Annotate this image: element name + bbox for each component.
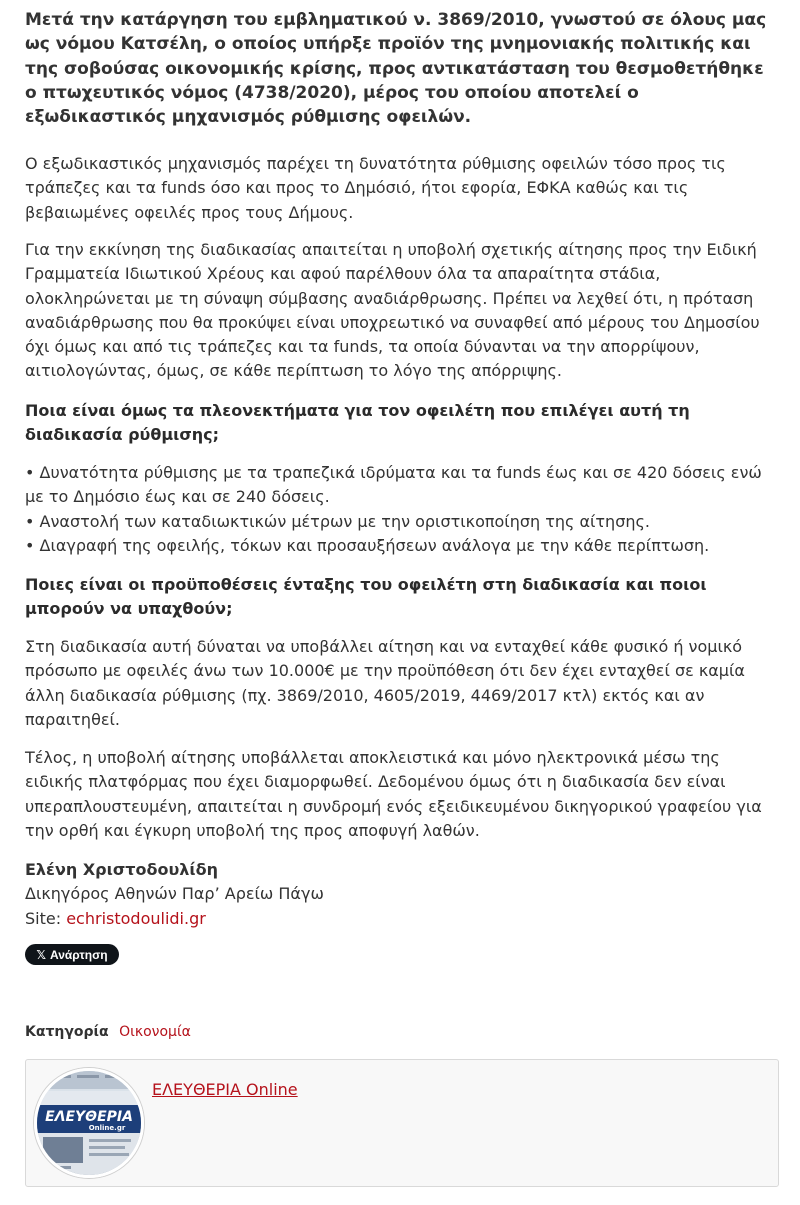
- article-paragraph-4: Τέλος, η υποβολή αίτησης υποβάλλεται αποκλειστικά και μόνο ηλεκτρονικά μέσω της ειδικής πλατφόρμας που έχει διαμορφωθεί. Δεδομένου όμως ότι η διαδικασία δεν είναι υπεραπλουστευμένη, απαιτείται η συνδρομή ενός εξειδικευμένου δικηγορικού γραφείου για την ορθή και έγκυρη υποβολή της προς αποφυγή λαθών.: [25, 748, 762, 840]
- category-label: Κατηγορία: [25, 1024, 109, 1040]
- article-lead: Μετά την κατάργηση του εμβληματικού ν. 3869/2010, γνωστού σε όλους μας ως νόμου Κατσέλη, ο οποίος υπήρξε προϊόν της μνημονιακής πολιτικής και της σοβούσας οικονομικής κρίσης, προς αντικατάσταση του θεσμοθετήθηκε ο πτωχευτικός νόμος (4738/2020), μέρος του οποίου αποτελεί ο εξωδικαστικός μηχανισμός ρύθμισης οφειλών.: [25, 10, 767, 128]
- author-card: [25, 1059, 779, 1187]
- list-item: • Αναστολή των καταδιωκτικών μέτρων με την οριστικοποίηση της αίτησης.: [25, 511, 650, 531]
- x-share-button[interactable]: [25, 944, 119, 965]
- x-share-label: Ανάρτηση: [50, 947, 108, 962]
- article-paragraph-3: Στη διαδικασία αυτή δύναται να υποβάλλει αίτηση και να ενταχθεί κάθε φυσικό ή νομικό πρόσωπο με οφειλές άνω των 10.000€ με την προϋπόθεση ότι δεν έχει ενταχθεί σε καμία άλλη διαδικασία ρύθμισης (πχ. 3869/2010, 4605/2019, 4469/2017 κτλ) εκτός και αν παραιτηθεί.: [25, 637, 745, 729]
- logo-text: ΕΛΕΥΘΕΡΙΑ: [45, 1109, 133, 1125]
- category-link[interactable]: Οικονομία: [119, 1024, 191, 1040]
- category-row: [25, 1022, 191, 1042]
- section-heading-advantages: Ποια είναι όμως τα πλεονεκτήματα για τον οφειλέτη που επιλέγει αυτή τη διαδικασία ρύθμισης;: [25, 401, 690, 445]
- avatar[interactable]: [34, 1068, 144, 1178]
- list-item: • Δυνατότητα ρύθμισης με τα τραπεζικά ιδρύματα και τα funds έως και σε 420 δόσεις ενώ με το Δημόσιο έως και σε 240 δόσεις.: [25, 463, 762, 507]
- advantages-list: [25, 461, 780, 558]
- author-title: Δικηγόρος Αθηνών Παρ’ Αρείω Πάγω: [25, 884, 324, 904]
- author-site-link[interactable]: echristodoulidi.gr: [66, 908, 206, 928]
- article-paragraph-2: Για την εκκίνηση της διαδικασίας απαιτείται η υποβολή σχετικής αίτησης προς την Ειδική Γραμματεία Ιδιωτικού Χρέους και αφού παρέλθουν όλα τα απαραίτητα στάδια, ολοκληρώνεται με τη σύναψη σύμβασης αναδιάρθρωσης. Πρέπει να λεχθεί ότι, η πρόταση αναδιάρθρωσης που θα προκύψει είναι υποχρεωτικό να συναφθεί από μέρους του Δημοσίου όχι όμως και από τις τράπεζες και τα funds, τα οποία δύνανται να την απορρίψουν, αιτιολογώντας, όμως, σε κάθε περίπτωση το λόγο της απόρριψης.: [25, 240, 760, 381]
- newspaper-logo-icon: [37, 1071, 141, 1175]
- author-site: [25, 907, 780, 931]
- x-logo-icon: 𝕏: [36, 947, 47, 962]
- site-label: Site:: [25, 908, 67, 928]
- author-name: Ελένη Χριστοδουλίδη: [25, 860, 219, 879]
- section-heading-requirements: Ποιες είναι οι προϋποθέσεις ένταξης του οφειλέτη στη διαδικασία και ποιοι μπορούν να υπαχθούν;: [25, 575, 707, 619]
- logo-subtext: Online.gr: [88, 1124, 126, 1132]
- article-paragraph-1: Ο εξωδικαστικός μηχανισμός παρέχει τη δυνατότητα ρύθμισης οφειλών τόσο προς τις τράπεζες και τα funds όσο και προς το Δημόσιό, ήτοι εφορία, ΕΦΚΑ καθώς και τις βεβαιωμένες οφειλές προς τους Δήμους.: [25, 154, 726, 222]
- author-signature: [25, 858, 780, 931]
- list-item: • Διαγραφή της οφειλής, τόκων και προσαυξήσεων ανάλογα με την κάθε περίπτωση.: [25, 535, 710, 555]
- author-card-name[interactable]: ΕΛΕΥΘΕΡΙΑ Online: [152, 1080, 298, 1099]
